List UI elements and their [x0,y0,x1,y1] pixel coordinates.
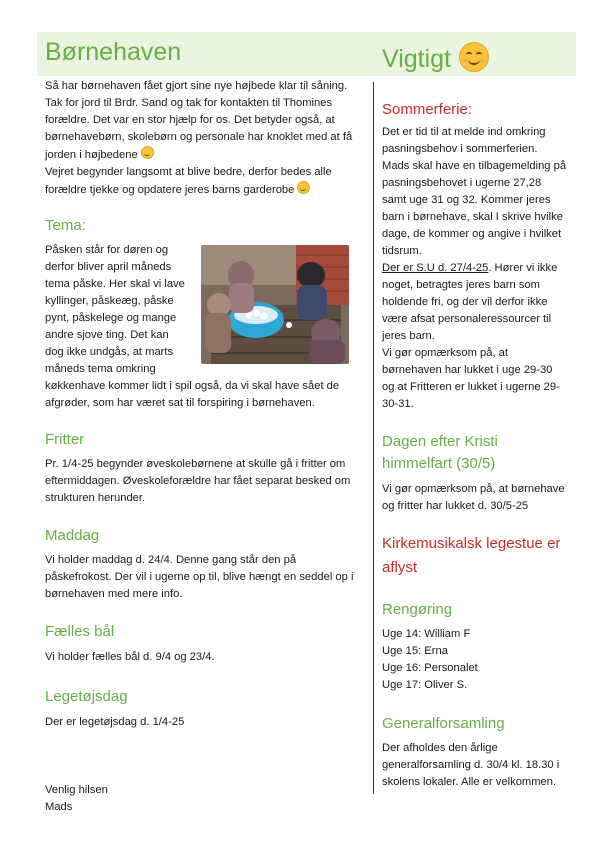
sommerferie-line: børnehaven har lukket i uge 29-30 [382,364,553,376]
intro-line: Vejret begynder langsomt at blive bedre, derfor bedes alle [45,166,332,178]
fritter-line: Pr. 1/4-25 begynder øveskolebørnene at skulle gå i fritter om [45,458,346,470]
maddag-section [45,552,357,603]
fritter-line: eftermiddagen. Øveskoleforældre har fået separat besked om [45,475,351,487]
maddag-line: påskefrokost. Der vil i ugerne op til, blive hængt en seddel op i [45,571,354,583]
generalforsamling-line: generalforsamling d. 30/4 kl. 18.30 i [382,759,560,771]
intro-line: Tak for jord til Brdr. Sand og tak for kontakten til Thomines [45,97,333,109]
faelles-baal-section [45,649,357,666]
closing-name: Mads [45,801,73,813]
maddag-line: børnehaven med mere info. [45,588,183,600]
sommerferie-line: tidsrum. [382,245,422,257]
left-column [45,78,357,816]
sommerferie-line: 30-31. [382,398,414,410]
sommerferie-line: holdende fri, og der vil derfor ikke [382,296,548,308]
tema-line: tema påske. Her skal vi lave [45,278,185,290]
rengoering-heading: Rengøring [382,601,453,618]
faelles-baal-heading: Fælles bål [45,623,115,640]
sommerferie-line: Mads skal have en tilbagemelding på [382,160,567,172]
intro-line: forældre. Det var en stor hjælp for os. Det betyder også, at [45,114,335,126]
page-title: Børnehaven [45,38,182,66]
legetoejsdag-section [45,714,357,731]
sommerferie-line: Der er S.U d. 27/4-25. Hører vi ikke [382,262,558,274]
tema-line: afgrøder, som har været sat til forspiring i børnehaven. [45,397,315,409]
kristi-line: Vi gør opmærksom på, at børnehave [382,483,565,495]
sommerferie-line: noget, betragtes jeres barn som [382,279,540,291]
closing [45,782,357,816]
tema-section [45,242,357,412]
intro-line: børnehavebørn, skolebørn og personale har knoklet med at få [45,131,353,143]
rengoering-section [382,626,572,694]
sommerferie-line: være afsat personaleressourcer til [382,313,552,325]
sommerferie-line: jeres barn. [382,330,435,342]
intro-line: Så har børnehaven fået gjort sine nye højbede klar til såning. [45,80,348,92]
tema-line: dog ikke undgås, at marts [45,346,174,358]
kirke-heading: Kirkemusikalsk legestue er aflyst [382,535,561,576]
tema-line: derfor bliver april måneds [45,261,172,273]
faelles-baal-line: Vi holder fælles bål d. 9/4 og 23/4. [45,651,215,663]
rengoering-line: Uge 17: Oliver S. [382,679,468,691]
sommerferie-line: barn i børnehave, skal I skrive hvilke [382,211,563,223]
fritter-line: strukturen herunder. [45,492,146,504]
sommerferie-line: pasningsbehovet i ugerne 27,28 [382,177,542,189]
right-column [382,82,572,791]
generalforsamling-section [382,740,572,791]
intro-line: forældre tjekke og opdatere jeres barns garderobe [45,181,357,199]
intro-line: jorden i højbedene [45,146,357,164]
legetoejsdag-heading: Legetøjsdag [45,688,128,705]
smiley-icon [297,181,310,194]
generalforsamling-heading: Generalforsamling [382,715,505,732]
kristi-line: og fritter har lukket d. 30/5-25 [382,500,529,512]
maddag-line: Vi holder maddag d. 24/4. Denne gang står den på [45,554,297,566]
kristi-section [382,481,572,515]
important-title [382,42,489,74]
sommerferie-section [382,124,572,413]
kristi-heading: Dagen efter Kristi himmelfart (30/5) [382,433,498,472]
important-title-text: Vigtigt [382,45,452,73]
intro-section [45,78,357,199]
generalforsamling-line: skolens lokaler. Alle er velkommen. [382,776,557,788]
rengoering-line: Uge 15: Erna [382,645,448,657]
sommerferie-line: samt uge 31 og 32. Kommer jeres [382,194,551,206]
fritter-section [45,456,357,507]
closing-greeting: Venlig hilsen [45,784,108,796]
sommerferie-line: Det er tid til at melde ind omkring [382,126,546,138]
tema-line: andre sjove ting. Det kan [45,329,169,341]
sommerferie-heading: Sommerferie: [382,101,473,118]
smiley-icon [141,146,154,159]
tema-heading: Tema: [45,217,86,234]
sommerferie-line: dage, de kommer og angive i hvilket [382,228,562,240]
fritter-heading: Fritter [45,431,85,448]
sommerferie-line: Vi gør opmærksom på, at [382,347,509,359]
smiling-face-icon [459,42,489,72]
children-photo [201,245,349,364]
tema-line: måneds tema omkring [45,363,156,375]
legetoejsdag-line: Der er legetøjsdag d. 1/4-25 [45,716,185,728]
tema-line: pynt, påskelege og mange [45,312,177,324]
tema-line: kyllinger, påskeæg, påske [45,295,174,307]
maddag-heading: Maddag [45,527,100,544]
generalforsamling-line: Der afholdes den årlige [382,742,498,754]
tema-line: Påsken står for døren og [45,244,169,256]
rengoering-line: Uge 14: William F [382,628,471,640]
rengoering-line: Uge 16: Personalet [382,662,478,674]
su-date: Der er S.U d. 27/4-25 [382,262,489,274]
tema-line: køkkenhave kommer lidt i spil også, da vi skal have sået de [45,380,340,392]
sommerferie-line: pasningsbehov i sommerferien. [382,143,538,155]
column-divider [373,82,374,794]
sommerferie-line: og at Fritteren er lukket i ugerne 29- [382,381,560,393]
